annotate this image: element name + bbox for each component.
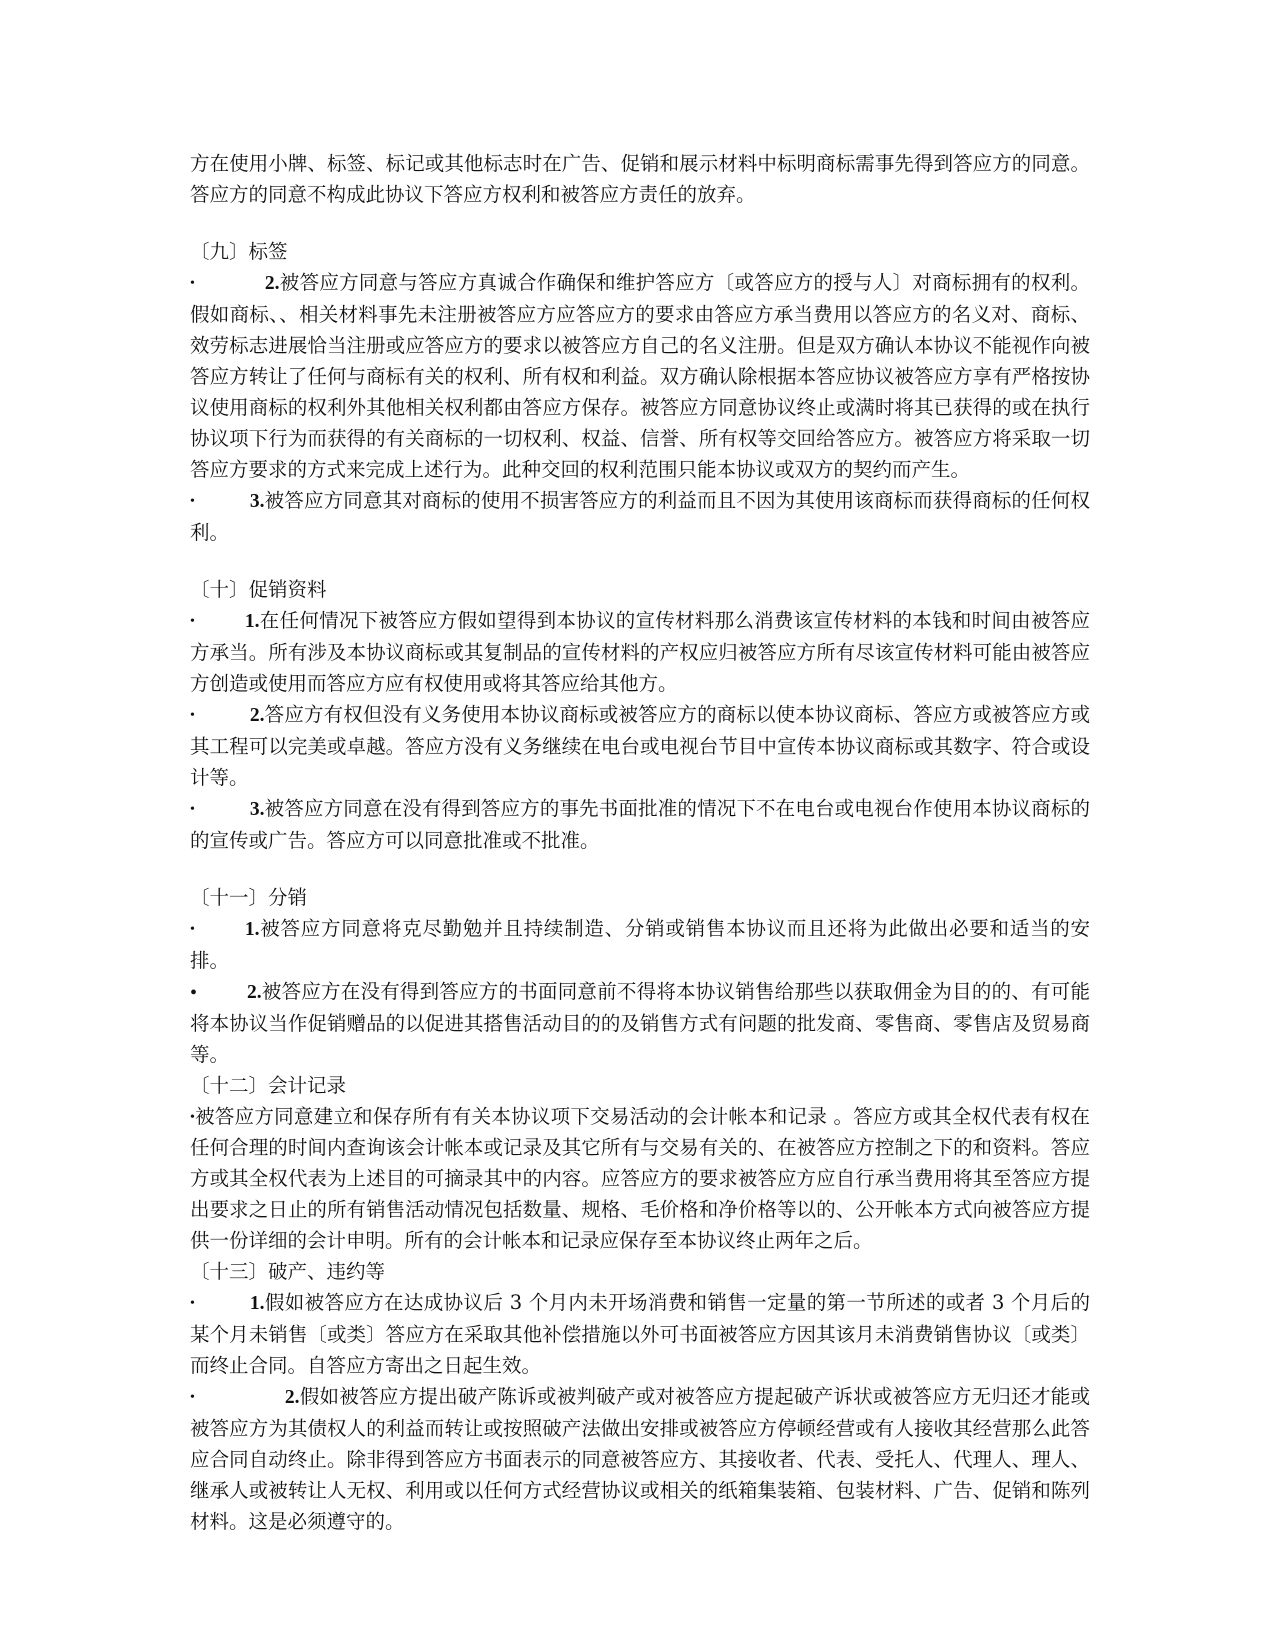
item-number: 2. — [264, 273, 280, 294]
bullet-icon: • — [190, 493, 195, 509]
item-number: 1. — [244, 611, 260, 632]
item-text: 被答应方在没有得到答应方的书面同意前不得将本协议销售给那些以获取佣金为目的的、有可能将本协议当作促销赠品的以促进其搭售活动目的的及销售方式有问题的批发商、零售商、零售店及贸易商等。 — [190, 980, 1090, 1066]
bullet-icon: • — [190, 981, 198, 1004]
bullet-icon: • — [190, 801, 195, 817]
list-item — [190, 793, 1090, 856]
item-number: 1. — [249, 1293, 265, 1314]
bullet-icon: • — [190, 1389, 195, 1405]
bullet-icon: • — [190, 707, 195, 723]
bullet-icon: • — [190, 275, 195, 291]
document-body — [190, 148, 1090, 1537]
item-number: 3. — [249, 491, 265, 512]
list-item — [190, 485, 1090, 548]
list-item — [190, 699, 1090, 793]
bullet-icon: • — [190, 921, 195, 937]
item-text: 在任何情况下被答应方假如望得到本协议的宣传材料那么消费该宣传材料的本钱和时间由被答应方承当。所有涉及本协议商标或其复制品的宣传材料的产权应归被答应方所有尽该宣传材料可能由被答应方创造或使用而答应方应有权使用或将其答应给其他方。 — [190, 609, 1090, 695]
bullet-icon: • — [190, 1295, 195, 1311]
list-item — [190, 605, 1090, 699]
section-heading-promotional-materials: 〔十〕促销资料 — [190, 578, 327, 601]
item-text: 被答应方同意在没有得到答应方的事先书面批准的情况下不在电台或电视台作使用本协议商标的的宣传或广告。答应方可以同意批准或不批准。 — [190, 797, 1090, 852]
list-item — [190, 976, 1090, 1070]
item-text: 被答应方同意其对商标的使用不损害答应方的利益而且不因为其使用该商标而获得商标的任何权利。 — [190, 489, 1090, 544]
list-item — [190, 913, 1090, 976]
bullet-icon: • — [190, 613, 195, 629]
item-number: 2. — [247, 982, 262, 1003]
item-text: 答应方有权但没有义务使用本协议商标或被答应方的商标以使本协议商标、答应方或被答应方或其工程可以完美或卓越。答应方没有义务继续在电台或电视台节目中宣传本协议商标或其数字、符合或设计等。 — [190, 703, 1090, 789]
item-text: 被答应方同意与答应方真诚合作确保和维护答应方〔或答应方的授与人〕对商标拥有的权利。假如商标、、相关材料事先未注册被答应方应答应方的要求由答应方承当费用以答应方的名义对、商标、效劳标志进展恰当注册或应答应方的要求以被答应方自己的名义注册。但是双方确认本协议不能视作向被答应方转让了任何与商标有关的权利、所有权和利益。双方确认除根据本答应协议被答应方享有严格按协议使用商标的权利外其他相关权利都由答应方保存。被答应方同意协议终止或满时将其已获得的或在执行协议项下行为而获得的有关商标的一切权利、权益、信誉、所有权等交回给答应方。被答应方将采取一切答应方要求的方式来完成上述行为。此种交回的权利范围只能本协议或双方的契约而产生。 — [190, 271, 1090, 481]
intro-paragraph: 方在使用小牌、标签、标记或其他标志时在广告、促销和展示材料中标明商标需事先得到答应方的同意。答应方的同意不构成此协议下答应方权利和被答应方责任的放弃。 — [190, 152, 1090, 206]
section-heading-accounting-records: 〔十二〕会计记录 — [190, 1074, 347, 1097]
list-item — [190, 1381, 1090, 1537]
section-heading-distribution: 〔十一〕分销 — [190, 886, 308, 909]
list-item — [190, 1287, 1090, 1381]
item-number: 3. — [249, 799, 265, 820]
list-item — [190, 267, 1090, 485]
item-number: 2. — [249, 705, 265, 726]
item-text: 假如被答应方在达成协议后 3 个月内未开场消费和销售一定量的第一节所述的或者 3 个月后的某个月未销售〔或类〕答应方在采取其他补偿措施以外可书面被答应方因其该月未消费销售协议〔或类〕而终止合同。自答应方寄出之日起生效。 — [190, 1291, 1090, 1377]
section-heading-labels: 〔九〕标签 — [190, 240, 288, 263]
item-text: 被答应方同意建立和保存所有有关本协议项下交易活动的会计帐本和记录 。答应方或其全权代表有权在任何合理的时间内查询该会计帐本或记录及其它所有与交易有关的、在被答应方控制之下的和资料。答应方或其全权代表为上述目的可摘录其中的内容。应答应方的要求被答应方应自行承当费用将其至答应方提出要求之日止的所有销售活动情况包括数量、规格、毛价格和净价格等以的、公开帐本方式向被答应方提供一份详细的会计申明。所有的会计帐本和记录应保存至本协议终止两年之后。 — [190, 1105, 1090, 1252]
item-text: 假如被答应方提出破产陈诉或被判破产或对被答应方提起破产诉状或被答应方无归还才能或被答应方为其债权人的利益而转让或按照破产法做出安排或被答应方停顿经营或有人接收其经营那么此答应合同自动终止。除非得到答应方书面表示的同意被答应方、其接收者、代表、受托人、代理人、理人、继承人或被转让人无权、利用或以任何方式经营协议或相关的纸箱集装箱、包装材料、广告、促销和陈列材料。这是必须遵守的。 — [190, 1385, 1090, 1533]
item-number: 2. — [284, 1387, 300, 1408]
item-text: 被答应方同意将克尽勤勉并且持续制造、分销或销售本协议而且还将为此做出必要和适当的安排。 — [190, 917, 1090, 972]
section-heading-bankruptcy-breach: 〔十三〕破产、违约等 — [190, 1260, 386, 1283]
bullet-icon: • — [190, 1109, 195, 1125]
item-number: 1. — [244, 919, 260, 940]
list-item — [190, 1101, 1090, 1256]
